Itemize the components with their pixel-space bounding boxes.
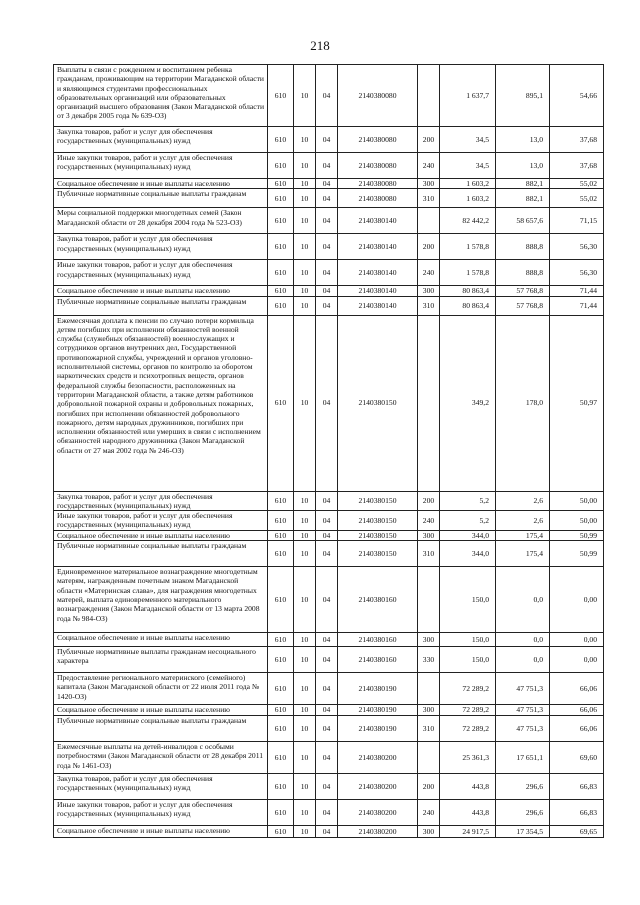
row-description: Социальное обеспечение и иные выплаты населению <box>54 705 268 716</box>
approved-amount: 72 289,2 <box>440 716 496 742</box>
target-article-code: 2140380150 <box>338 511 418 531</box>
section-code: 10 <box>294 742 316 774</box>
executed-amount: 0,0 <box>496 647 550 673</box>
target-article-code: 2140380200 <box>338 800 418 826</box>
execution-percent: 37,68 <box>550 153 604 179</box>
target-article-code: 2140380200 <box>338 742 418 774</box>
row-description: Публичные нормативные социальные выплаты гражданам <box>54 189 268 208</box>
expense-type-code: 300 <box>418 286 440 296</box>
row-description: Социальное обеспечение и иные выплаты населению <box>54 530 268 540</box>
approved-amount: 1 603,2 <box>440 189 496 208</box>
execution-percent: 50,00 <box>550 511 604 531</box>
target-article-code: 2140380190 <box>338 716 418 742</box>
table-row <box>54 179 604 189</box>
execution-percent: 0,00 <box>550 647 604 673</box>
expense-type-code: 300 <box>418 633 440 647</box>
expense-type-code: 300 <box>418 530 440 540</box>
ministry-code: 610 <box>268 153 294 179</box>
table-row <box>54 286 604 296</box>
table-row <box>54 705 604 716</box>
approved-amount: 72 289,2 <box>440 673 496 705</box>
execution-percent: 69,60 <box>550 742 604 774</box>
executed-amount: 2,6 <box>496 491 550 511</box>
row-description: Социальное обеспечение и иные выплаты населению <box>54 633 268 647</box>
executed-amount: 47 751,3 <box>496 705 550 716</box>
subsection-code: 04 <box>316 705 338 716</box>
section-code: 10 <box>294 800 316 826</box>
execution-percent: 66,83 <box>550 800 604 826</box>
row-description: Меры социальной поддержки многодетных семей (Закон Магаданской области от 28 декабря 2004 года № 523-ОЗ) <box>54 208 268 234</box>
executed-amount: 175,4 <box>496 530 550 540</box>
table-row <box>54 127 604 153</box>
ministry-code: 610 <box>268 179 294 189</box>
subsection-code: 04 <box>316 541 338 567</box>
ministry-code: 610 <box>268 541 294 567</box>
executed-amount: 888,8 <box>496 260 550 286</box>
section-code: 10 <box>294 208 316 234</box>
row-description: Социальное обеспечение и иные выплаты населению <box>54 179 268 189</box>
ministry-code: 610 <box>268 673 294 705</box>
subsection-code: 04 <box>316 530 338 540</box>
execution-percent: 56,30 <box>550 260 604 286</box>
execution-percent: 50,99 <box>550 541 604 567</box>
executed-amount: 0,0 <box>496 633 550 647</box>
approved-amount: 24 917,5 <box>440 826 496 838</box>
execution-percent: 69,65 <box>550 826 604 838</box>
expense-type-code: 200 <box>418 774 440 800</box>
row-description: Закупка товаров, работ и услуг для обеспечения государственных (муниципальных) нужд <box>54 491 268 511</box>
section-code: 10 <box>294 716 316 742</box>
subsection-code: 04 <box>316 633 338 647</box>
expense-type-code <box>418 673 440 705</box>
target-article-code: 2140380160 <box>338 567 418 633</box>
approved-amount: 5,2 <box>440 491 496 511</box>
row-description: Публичные нормативные социальные выплаты гражданам <box>54 541 268 567</box>
ministry-code: 610 <box>268 296 294 315</box>
subsection-code: 04 <box>316 567 338 633</box>
subsection-code: 04 <box>316 189 338 208</box>
target-article-code: 2140380150 <box>338 541 418 567</box>
row-description: Закупка товаров, работ и услуг для обеспечения государственных (муниципальных) нужд <box>54 127 268 153</box>
table-row <box>54 673 604 705</box>
approved-amount: 1 578,8 <box>440 234 496 260</box>
section-code: 10 <box>294 315 316 491</box>
expense-type-code: 310 <box>418 541 440 567</box>
target-article-code: 2140380150 <box>338 530 418 540</box>
execution-percent: 71,44 <box>550 286 604 296</box>
row-description: Закупка товаров, работ и услуг для обеспечения государственных (муниципальных) нужд <box>54 774 268 800</box>
row-description: Иные закупки товаров, работ и услуг для обеспечения государственных (муниципальных) нужд <box>54 260 268 286</box>
expense-type-code: 200 <box>418 127 440 153</box>
ministry-code: 610 <box>268 65 294 127</box>
approved-amount: 34,5 <box>440 153 496 179</box>
ministry-code: 610 <box>268 208 294 234</box>
subsection-code: 04 <box>316 774 338 800</box>
execution-percent: 66,06 <box>550 673 604 705</box>
executed-amount: 57 768,8 <box>496 286 550 296</box>
section-code: 10 <box>294 189 316 208</box>
ministry-code: 610 <box>268 315 294 491</box>
subsection-code: 04 <box>316 296 338 315</box>
section-code: 10 <box>294 491 316 511</box>
section-code: 10 <box>294 826 316 838</box>
subsection-code: 04 <box>316 673 338 705</box>
subsection-code: 04 <box>316 742 338 774</box>
expense-type-code: 240 <box>418 800 440 826</box>
table-row <box>54 742 604 774</box>
table-row <box>54 633 604 647</box>
subsection-code: 04 <box>316 647 338 673</box>
execution-percent: 71,44 <box>550 296 604 315</box>
section-code: 10 <box>294 705 316 716</box>
ministry-code: 610 <box>268 647 294 673</box>
section-code: 10 <box>294 260 316 286</box>
ministry-code: 610 <box>268 826 294 838</box>
expense-type-code: 300 <box>418 826 440 838</box>
execution-percent: 55,02 <box>550 179 604 189</box>
ministry-code: 610 <box>268 705 294 716</box>
executed-amount: 58 657,6 <box>496 208 550 234</box>
target-article-code: 2140380080 <box>338 153 418 179</box>
section-code: 10 <box>294 511 316 531</box>
table-row <box>54 647 604 673</box>
execution-percent: 0,00 <box>550 567 604 633</box>
section-code: 10 <box>294 65 316 127</box>
table-row <box>54 511 604 531</box>
approved-amount: 5,2 <box>440 511 496 531</box>
section-code: 10 <box>294 286 316 296</box>
subsection-code: 04 <box>316 826 338 838</box>
executed-amount: 296,6 <box>496 774 550 800</box>
target-article-code: 2140380140 <box>338 296 418 315</box>
section-code: 10 <box>294 179 316 189</box>
table-row <box>54 826 604 838</box>
ministry-code: 610 <box>268 189 294 208</box>
row-description: Социальное обеспечение и иные выплаты населению <box>54 286 268 296</box>
executed-amount: 882,1 <box>496 189 550 208</box>
subsection-code: 04 <box>316 511 338 531</box>
expense-type-code: 300 <box>418 705 440 716</box>
approved-amount: 150,0 <box>440 633 496 647</box>
target-article-code: 2140380150 <box>338 491 418 511</box>
executed-amount: 175,4 <box>496 541 550 567</box>
ministry-code: 610 <box>268 511 294 531</box>
subsection-code: 04 <box>316 208 338 234</box>
target-article-code: 2140380160 <box>338 647 418 673</box>
execution-percent: 56,30 <box>550 234 604 260</box>
executed-amount: 882,1 <box>496 179 550 189</box>
target-article-code: 2140380140 <box>338 234 418 260</box>
table-row <box>54 65 604 127</box>
target-article-code: 2140380080 <box>338 127 418 153</box>
executed-amount: 296,6 <box>496 800 550 826</box>
ministry-code: 610 <box>268 530 294 540</box>
table-row <box>54 315 604 491</box>
execution-percent: 50,99 <box>550 530 604 540</box>
approved-amount: 1 578,8 <box>440 260 496 286</box>
section-code: 10 <box>294 127 316 153</box>
execution-percent: 66,83 <box>550 774 604 800</box>
ministry-code: 610 <box>268 633 294 647</box>
expense-type-code: 200 <box>418 234 440 260</box>
subsection-code: 04 <box>316 260 338 286</box>
ministry-code: 610 <box>268 491 294 511</box>
row-description: Публичные нормативные выплаты гражданам несоциального характера <box>54 647 268 673</box>
section-code: 10 <box>294 530 316 540</box>
row-description: Публичные нормативные социальные выплаты гражданам <box>54 716 268 742</box>
section-code: 10 <box>294 673 316 705</box>
subsection-code: 04 <box>316 234 338 260</box>
target-article-code: 2140380200 <box>338 774 418 800</box>
ministry-code: 610 <box>268 742 294 774</box>
approved-amount: 344,0 <box>440 530 496 540</box>
row-description: Выплаты в связи с рождением и воспитанием ребенка гражданам, проживающим на территории Магаданской области и являющимся студентами профессиональных образовательных организаций или образовательных организаций высшего образования (Закон Магаданской области от 3 декабря 2005 года № 639-ОЗ) <box>54 65 268 127</box>
budget-table-body <box>54 65 604 838</box>
table-row <box>54 716 604 742</box>
subsection-code: 04 <box>316 65 338 127</box>
executed-amount: 0,0 <box>496 567 550 633</box>
expense-type-code: 300 <box>418 179 440 189</box>
execution-percent: 37,68 <box>550 127 604 153</box>
approved-amount: 344,0 <box>440 541 496 567</box>
executed-amount: 178,0 <box>496 315 550 491</box>
expense-type-code: 310 <box>418 189 440 208</box>
approved-amount: 443,8 <box>440 800 496 826</box>
executed-amount: 17 651,1 <box>496 742 550 774</box>
approved-amount: 150,0 <box>440 647 496 673</box>
section-code: 10 <box>294 541 316 567</box>
row-description: Социальное обеспечение и иные выплаты населению <box>54 826 268 838</box>
executed-amount: 13,0 <box>496 127 550 153</box>
table-row <box>54 234 604 260</box>
subsection-code: 04 <box>316 286 338 296</box>
target-article-code: 2140380080 <box>338 189 418 208</box>
approved-amount: 34,5 <box>440 127 496 153</box>
subsection-code: 04 <box>316 179 338 189</box>
ministry-code: 610 <box>268 260 294 286</box>
target-article-code: 2140380160 <box>338 633 418 647</box>
approved-amount: 80 863,4 <box>440 286 496 296</box>
row-description: Иные закупки товаров, работ и услуг для обеспечения государственных (муниципальных) нужд <box>54 511 268 531</box>
table-row <box>54 567 604 633</box>
expense-type-code <box>418 65 440 127</box>
approved-amount: 1 637,7 <box>440 65 496 127</box>
section-code: 10 <box>294 567 316 633</box>
subsection-code: 04 <box>316 716 338 742</box>
table-row <box>54 208 604 234</box>
page-number: 218 <box>310 38 330 53</box>
budget-table <box>53 64 604 838</box>
ministry-code: 610 <box>268 567 294 633</box>
target-article-code: 2140380200 <box>338 826 418 838</box>
target-article-code: 2140380190 <box>338 673 418 705</box>
expense-type-code: 310 <box>418 296 440 315</box>
approved-amount: 1 603,2 <box>440 179 496 189</box>
execution-percent: 50,00 <box>550 491 604 511</box>
row-description: Ежемесячная доплата к пенсии по случаю потери кормильца детям погибших при исполнении обязанностей военной службы (служебных обязанностей) военнослужащих и сотрудников органов внутренних дел, Государственной противопожарной службы, учреждений и органов уголовно-исполнительной системы, органов по контролю за оборотом наркотических средств и психотропных веществ, органов федеральной службы безопасности, расположенных на территории Магаданской области, а также детям работников добровольной пожарной охраны и добровольных пожарных, погибших при исполнении обязанностей добровольного пожарного, детям народных дружинников, погибших при исполнении обязанностей или умерших в связи с исполнением обязанностей народного дружинника (Закон Магаданской области от 27 мая 2002 года № 246-ОЗ) <box>54 315 268 491</box>
subsection-code: 04 <box>316 127 338 153</box>
ministry-code: 610 <box>268 774 294 800</box>
table-row <box>54 189 604 208</box>
row-description: Предоставление регионального материнского (семейного) капитала (Закон Магаданской области от 22 июля 2011 года № 1420-ОЗ) <box>54 673 268 705</box>
subsection-code: 04 <box>316 491 338 511</box>
execution-percent: 71,15 <box>550 208 604 234</box>
approved-amount: 349,2 <box>440 315 496 491</box>
target-article-code: 2140380190 <box>338 705 418 716</box>
executed-amount: 895,1 <box>496 65 550 127</box>
section-code: 10 <box>294 296 316 315</box>
approved-amount: 82 442,2 <box>440 208 496 234</box>
approved-amount: 443,8 <box>440 774 496 800</box>
row-description: Закупка товаров, работ и услуг для обеспечения государственных (муниципальных) нужд <box>54 234 268 260</box>
subsection-code: 04 <box>316 800 338 826</box>
row-description: Иные закупки товаров, работ и услуг для обеспечения государственных (муниципальных) нужд <box>54 153 268 179</box>
execution-percent: 66,06 <box>550 705 604 716</box>
ministry-code: 610 <box>268 286 294 296</box>
row-description: Ежемесячные выплаты на детей-инвалидов с особыми потребностями (Закон Магаданской области от 28 декабря 2011 года № 1461-ОЗ) <box>54 742 268 774</box>
expense-type-code <box>418 742 440 774</box>
ministry-code: 610 <box>268 800 294 826</box>
approved-amount: 150,0 <box>440 567 496 633</box>
target-article-code: 2140380150 <box>338 315 418 491</box>
executed-amount: 47 751,3 <box>496 716 550 742</box>
executed-amount: 57 768,8 <box>496 296 550 315</box>
section-code: 10 <box>294 774 316 800</box>
execution-percent: 50,97 <box>550 315 604 491</box>
table-row <box>54 774 604 800</box>
expense-type-code <box>418 315 440 491</box>
table-row <box>54 260 604 286</box>
executed-amount: 13,0 <box>496 153 550 179</box>
row-description: Единовременное материальное вознаграждение многодетным матерям, награжденным почетным знаком Магаданской области «Материнская слава», для награждения многодетных матерей, выплата единовременного материального вознаграждения (Закон Магаданской области от 13 марта 2008 года № 984-ОЗ) <box>54 567 268 633</box>
table-row <box>54 530 604 540</box>
target-article-code: 2140380080 <box>338 179 418 189</box>
approved-amount: 80 863,4 <box>440 296 496 315</box>
table-row <box>54 541 604 567</box>
subsection-code: 04 <box>316 315 338 491</box>
ministry-code: 610 <box>268 234 294 260</box>
subsection-code: 04 <box>316 153 338 179</box>
section-code: 10 <box>294 153 316 179</box>
execution-percent: 54,66 <box>550 65 604 127</box>
execution-percent: 0,00 <box>550 633 604 647</box>
expense-type-code: 240 <box>418 511 440 531</box>
section-code: 10 <box>294 633 316 647</box>
executed-amount: 17 354,5 <box>496 826 550 838</box>
expense-type-code: 240 <box>418 260 440 286</box>
target-article-code: 2140380080 <box>338 65 418 127</box>
target-article-code: 2140380140 <box>338 260 418 286</box>
execution-percent: 55,02 <box>550 189 604 208</box>
table-row <box>54 296 604 315</box>
section-code: 10 <box>294 234 316 260</box>
ministry-code: 610 <box>268 716 294 742</box>
executed-amount: 2,6 <box>496 511 550 531</box>
approved-amount: 25 361,3 <box>440 742 496 774</box>
execution-percent: 66,06 <box>550 716 604 742</box>
expense-type-code: 200 <box>418 491 440 511</box>
expense-type-code <box>418 208 440 234</box>
section-code: 10 <box>294 647 316 673</box>
target-article-code: 2140380140 <box>338 286 418 296</box>
expense-type-code: 330 <box>418 647 440 673</box>
expense-type-code: 310 <box>418 716 440 742</box>
table-row <box>54 153 604 179</box>
row-description: Публичные нормативные социальные выплаты гражданам <box>54 296 268 315</box>
table-row <box>54 800 604 826</box>
row-description: Иные закупки товаров, работ и услуг для обеспечения государственных (муниципальных) нужд <box>54 800 268 826</box>
target-article-code: 2140380140 <box>338 208 418 234</box>
expense-type-code: 240 <box>418 153 440 179</box>
executed-amount: 888,8 <box>496 234 550 260</box>
ministry-code: 610 <box>268 127 294 153</box>
expense-type-code <box>418 567 440 633</box>
approved-amount: 72 289,2 <box>440 705 496 716</box>
table-row <box>54 491 604 511</box>
executed-amount: 47 751,3 <box>496 673 550 705</box>
